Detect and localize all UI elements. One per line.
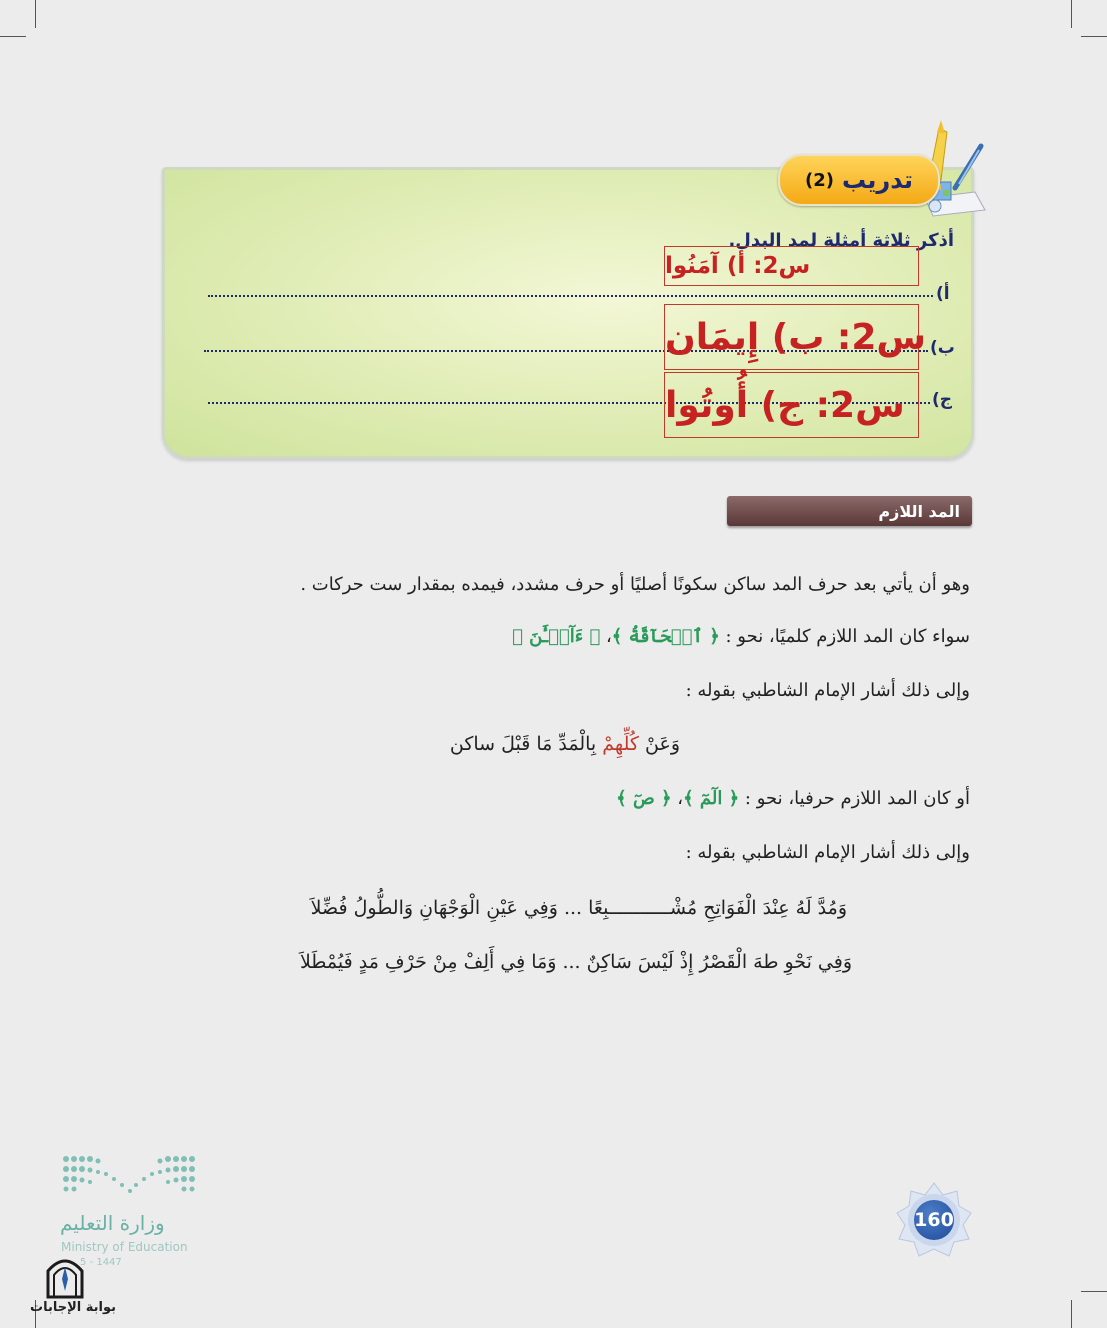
quran-example: ﴿ الٓمٓ ﴾ (683, 788, 740, 809)
exercise-badge-title: تدريب (841, 166, 914, 194)
exercise-badge (778, 154, 940, 206)
item-letter-a: أ) (936, 284, 950, 304)
verse-line: وَفِي نَحْوِ طهَ الْقَصْرُ إِذْ لَيْسَ سَاكِنٌ ... وَمَا فِي أَلِفْ مِنْ حَرْفِ مَدٍ فَيُمْطَلاَ (299, 951, 852, 973)
item-letter-c: ج) (932, 390, 953, 410)
paragraph-shatibi-2: وإلى ذلك أشار الإمام الشاطبي بقوله : (685, 842, 970, 863)
crop-mark (1081, 1291, 1107, 1292)
paragraph-definition: وهو أن يأتي بعد حرف المد ساكن سكونًا أصليًا أو حرف مشدد، فيمده بمقدار ست حركات . (300, 574, 970, 595)
ministry-logo-icon (62, 1155, 197, 1200)
answer-a[interactable]: س2: أ) آمَنُوا (664, 246, 919, 286)
verse-part: وَعَنْ (638, 733, 680, 755)
quran-example: ﴿ صٓ ﴾ (616, 788, 672, 809)
paragraph-kalimi (512, 626, 970, 647)
section-title: المد اللازم (878, 501, 960, 521)
separator: ، (600, 626, 612, 647)
quran-example: ﴿ ٱلۡحَآقَّةُ ﴾ (611, 626, 720, 647)
crop-mark (0, 36, 26, 37)
verse-highlight: كُلِّهِمْ (602, 733, 639, 755)
crop-mark (1071, 0, 1072, 28)
crop-mark (1081, 36, 1107, 37)
gate-logo-icon (44, 1255, 86, 1299)
separator: ، (671, 788, 684, 809)
harfi-prefix: أو كان المد اللازم حرفيا، نحو : (744, 788, 970, 809)
quran-example: ﴿ ءَآلۡـَٰٔنَ ﴾ (512, 626, 601, 647)
answer-line (208, 295, 933, 297)
item-letter-b: ب) (930, 338, 955, 358)
answer-b[interactable]: س2: ب) إِيمَان (664, 304, 919, 370)
ministry-name-english: Ministry of Education (61, 1240, 188, 1254)
verse-part: بِالْمَدِّ مَا قَبْلَ ساكن (449, 733, 603, 755)
ministry-year: 5 - 1447 (80, 1257, 122, 1268)
crop-mark (35, 0, 36, 28)
crop-mark (1071, 1300, 1072, 1328)
verse-line (450, 733, 680, 755)
ministry-name-arabic: وزارة التعليم (60, 1211, 165, 1235)
exercise-question: أذكر ثلاثة أمثلة لمد البدل. (728, 230, 954, 251)
exercise-badge-number: (2) (804, 169, 834, 191)
gate-text: بوابة الإجابات (30, 1300, 116, 1315)
kalimi-prefix: سواء كان المد اللازم كلميًا، نحو : (725, 626, 970, 647)
answer-c[interactable]: س2: ج) أُوتُوا (664, 372, 919, 438)
paragraph-harfi (616, 788, 970, 809)
section-title-bar (727, 496, 972, 526)
paragraph-shatibi-1: وإلى ذلك أشار الإمام الشاطبي بقوله : (685, 680, 970, 701)
verse-line: وَمُدَّ لَهُ عِنْدَ الْفَوَاتِحِ مُشْـــــــــــبِعًا ... وَفِي عَيْنِ الْوَجْهَانِ وَالطُّولُ فُضِّلاَ (310, 897, 847, 919)
page-number: 160 (914, 1200, 954, 1240)
